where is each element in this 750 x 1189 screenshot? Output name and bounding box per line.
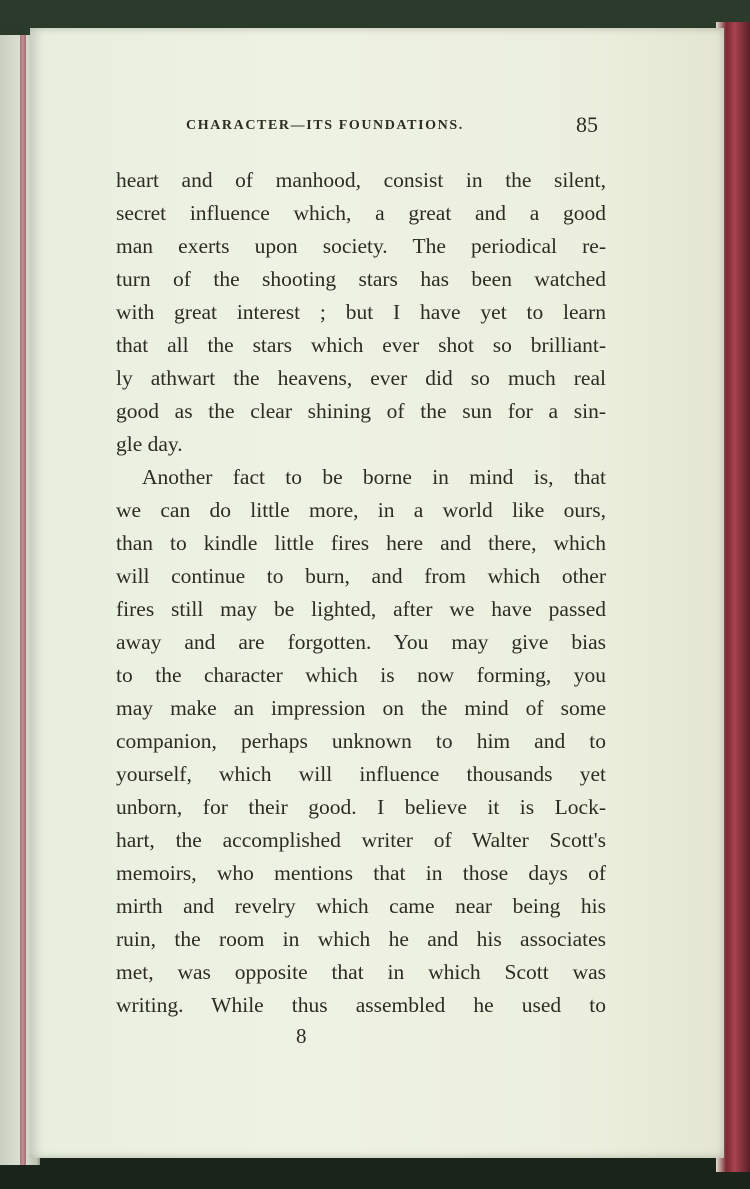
text-line: hart, the accomplished writer of Walter Scott's — [116, 828, 606, 852]
text-line: to the character which is now forming, you — [116, 663, 606, 687]
text-line: away and are forgotten. You may give bias — [116, 630, 606, 654]
text-line: heart and of manhood, consist in the silent, — [116, 168, 606, 192]
text-line: companion, perhaps unknown to him and to — [116, 729, 606, 753]
text-line: fires still may be lighted, after we have passed — [116, 597, 606, 621]
text-line: ruin, the room in which he and his associates — [116, 927, 606, 951]
text-line: memoirs, who mentions that in those days of — [116, 861, 606, 885]
running-head: CHARACTER—ITS FOUNDATIONS. — [186, 118, 464, 133]
text-line: may make an impression on the mind of some — [116, 696, 606, 720]
text-line: secret influence which, a great and a good — [116, 201, 606, 225]
text-line: met, was opposite that in which Scott was — [116, 960, 606, 984]
text-line: man exerts upon society. The periodical re- — [116, 234, 606, 258]
text-line: unborn, for their good. I believe it is Lock- — [116, 795, 606, 819]
text-line: with great interest ; but I have yet to learn — [116, 300, 606, 324]
text-line: mirth and revelry which came near being his — [116, 894, 606, 918]
page-edge-band — [20, 35, 26, 1165]
body-text — [116, 164, 606, 1022]
text-line: yourself, which will influence thousands yet — [116, 762, 606, 786]
text-line: that all the stars which ever shot so brilliant- — [116, 333, 606, 357]
text-line: than to kindle little fires here and there, which — [116, 531, 606, 555]
text-line: ly athwart the heavens, ever did so much real — [116, 366, 606, 390]
text-line: good as the clear shining of the sun for a sin- — [116, 399, 606, 423]
text-line: we can do little more, in a world like ours, — [116, 498, 606, 522]
text-line: Another fact to be borne in mind is, that — [142, 465, 606, 489]
text-line: turn of the shooting stars has been watched — [116, 267, 606, 291]
text-line: will continue to burn, and from which other — [116, 564, 606, 588]
text-line: gle day. — [116, 432, 183, 456]
page-number: 85 — [576, 112, 598, 137]
text-line: writing. While thus assembled he used to — [116, 993, 606, 1017]
signature-mark: 8 — [296, 1024, 307, 1048]
